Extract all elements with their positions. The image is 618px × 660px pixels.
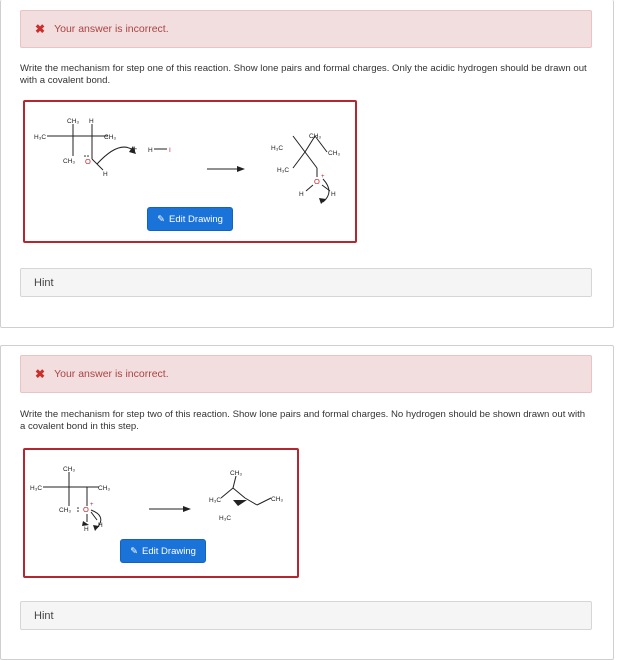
incorrect-alert [20, 355, 592, 393]
hint-label: Hint [34, 609, 54, 622]
oxygen-label: O [83, 505, 89, 514]
label-h: H [148, 147, 153, 154]
label-ch3: CH₃ [63, 466, 76, 473]
label-ch3: CH₃ [63, 158, 76, 165]
label-ch3: CH₃ [104, 134, 117, 141]
edit-drawing-label: Edit Drawing [169, 213, 223, 225]
alert-text: Your answer is incorrect. [54, 368, 169, 380]
label-h: H [84, 526, 89, 533]
label-ch3: CH₃ [230, 470, 243, 477]
label-h3c: H₃C [219, 515, 232, 522]
label-h3c: H₃C [209, 497, 222, 504]
label-h: H [98, 522, 103, 529]
hint-button[interactable] [20, 601, 592, 630]
question-part-1 [0, 0, 614, 328]
label-ch3: CH₃ [309, 133, 322, 140]
label-h3c: H₃C [271, 145, 284, 152]
label-h: H [331, 191, 336, 198]
mechanism-drawing[interactable] [23, 100, 357, 243]
label-ch3: CH₃ [328, 150, 341, 157]
alert-text: Your answer is incorrect. [54, 23, 169, 35]
label-ch3: CH₃ [271, 496, 284, 503]
label-h3c: H₃C [30, 485, 43, 492]
label-ch3: CH₃ [59, 507, 72, 514]
plus-sign: + [132, 144, 138, 154]
charge-label: + [90, 502, 94, 508]
edit-drawing-button[interactable] [120, 539, 206, 563]
hint-label: Hint [34, 276, 54, 289]
x-icon: ✖ [35, 22, 46, 36]
label-h: H [103, 171, 108, 178]
edit-drawing-button[interactable] [147, 207, 233, 231]
question-part-2 [0, 345, 614, 660]
label-h3c: H₃C [277, 167, 290, 174]
mechanism-drawing[interactable] [23, 448, 299, 578]
charge-label: + [321, 174, 325, 180]
oxygen-label: O [85, 157, 91, 166]
question-prompt: Write the mechanism for step one of this reaction. Show lone pairs and formal charges. Only the acidic hydrogen should be drawn out with a covalent bond. [20, 63, 587, 86]
pencil-icon: ✎ [157, 213, 166, 225]
hint-button[interactable] [20, 268, 592, 297]
label-ch3: CH₃ [98, 485, 111, 492]
label-h: H [299, 191, 304, 198]
label-h: H [89, 118, 94, 125]
oxygen-label: O [314, 177, 320, 186]
label-ch3: CH₃ [67, 118, 80, 125]
x-icon: ✖ [35, 367, 46, 381]
question-prompt: Write the mechanism for step two of this reaction. Show lone pairs and formal charges. No hydrogen should be shown drawn out with a covalent bond in this step. [20, 409, 586, 432]
label-h3c: H₃C [34, 134, 47, 141]
pencil-icon: ✎ [130, 545, 139, 557]
edit-drawing-label: Edit Drawing [142, 545, 196, 557]
iodine-label: I [169, 147, 171, 154]
incorrect-alert [20, 10, 592, 48]
